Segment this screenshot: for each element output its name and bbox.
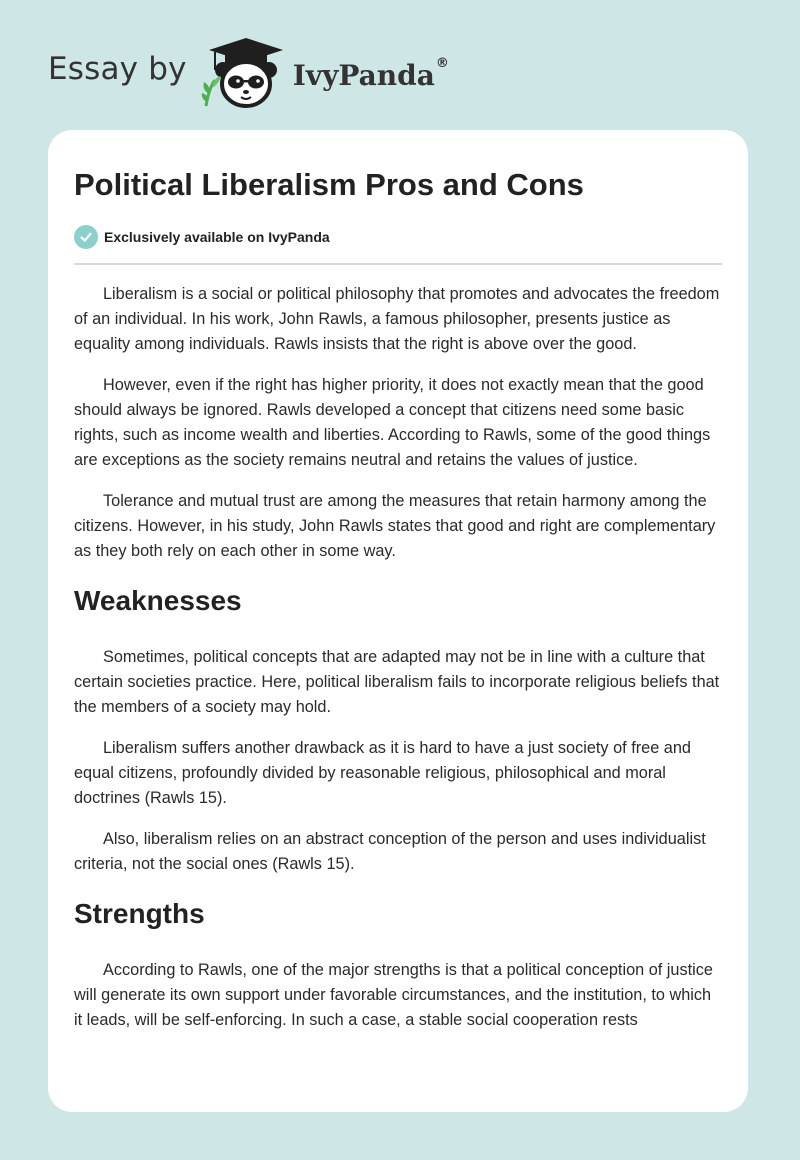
page-title: Political Liberalism Pros and Cons xyxy=(74,167,584,202)
brand-header[interactable] xyxy=(48,36,449,110)
registered-mark: ® xyxy=(435,55,449,71)
divider xyxy=(74,263,722,265)
brand-prefix: Essay by xyxy=(48,51,187,87)
paragraph: Liberalism suffers another drawback as it is hard to have a just society of free and equal citizens, profoundly divided by reasonable religious, philosophical and moral doctrines (Rawls 15). xyxy=(74,739,691,807)
exclusive-badge-text: Exclusively available on IvyPanda xyxy=(104,229,330,245)
paragraph: Tolerance and mutual trust are among the measures that retain harmony among the citizens. However, in his study, John Rawls states that good and right are complementary as they both rely on each other in some way. xyxy=(74,492,716,560)
essay-body xyxy=(74,282,722,1033)
exclusive-badge xyxy=(74,224,722,250)
paragraph: Also, liberalism relies on an abstract conception of the person and uses individualist criteria, not the social ones (Rawls 15). xyxy=(74,830,706,873)
paragraph: Sometimes, political concepts that are adapted may not be in line with a culture that certain societies practice. Here, political liberalism fails to incorporate religious beliefs that the members of a society may hold. xyxy=(74,648,720,716)
check-circle-icon xyxy=(74,225,98,249)
paragraph: Liberalism is a social or political philosophy that promotes and advocates the freedom of an individual. In his work, John Rawls, a famous philosopher, presents justice as equality among individuals. Rawls insists that the right is above over the good. xyxy=(74,285,720,353)
brand-name: IvyPanda xyxy=(292,58,435,92)
panda-graduate-icon xyxy=(201,36,291,110)
section-heading-weaknesses: Weaknesses xyxy=(74,585,242,616)
paragraph: According to Rawls, one of the major strengths is that a political conception of justice will generate its own support under favorable circumstances, and the institution, to which it leads, will be self-enforcing. In such a case, a stable social cooperation rests xyxy=(74,961,713,1029)
paragraph: However, even if the right has higher priority, it does not exactly mean that the good should always be ignored. Rawls developed a concept that citizens need some basic rights, such as income wealth and liberties. According to Rawls, some of the good things are exceptions as the society remains neutral and retains the values of justice. xyxy=(74,376,711,469)
section-heading-strengths: Strengths xyxy=(74,898,205,929)
essay-card xyxy=(48,130,748,1112)
